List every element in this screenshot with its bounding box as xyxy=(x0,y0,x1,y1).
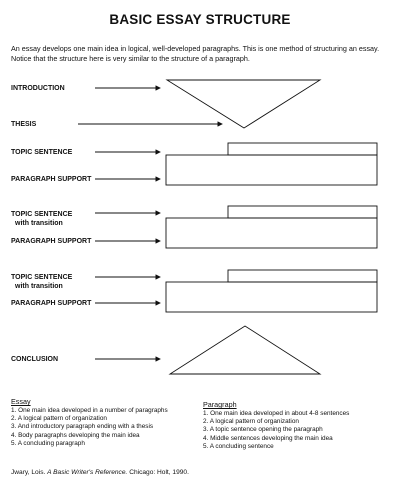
paragraph-list-heading: Paragraph xyxy=(203,400,237,409)
citation-book-title: A Basic Writer's Reference. xyxy=(47,469,128,476)
label-topic-sentence-2-text: TOPIC SENTENCE xyxy=(11,211,73,218)
paragraph-list xyxy=(203,410,393,451)
citation-publisher: Chicago: Holt, 1990. xyxy=(129,469,189,476)
label-paragraph-support-1: PARAGRAPH SUPPORT xyxy=(11,176,92,183)
label-topic-sentence-1: TOPIC SENTENCE xyxy=(11,149,73,156)
label-topic-sentence-3-text: TOPIC SENTENCE xyxy=(11,274,73,281)
page-title: BASIC ESSAY STRUCTURE xyxy=(109,12,291,27)
label-paragraph-support-3: PARAGRAPH SUPPORT xyxy=(11,300,92,307)
list-item: 2. A logical pattern of organization xyxy=(11,415,107,423)
label-with-transition-2: with transition xyxy=(15,220,63,227)
list-item: 4. Body paragraphs developing the main idea xyxy=(11,431,140,439)
label-paragraph-support-2: PARAGRAPH SUPPORT xyxy=(11,238,92,245)
label-conclusion: CONCLUSION xyxy=(11,356,59,363)
list-item: 1. One main idea developed in about 4-8 sentences xyxy=(203,410,350,417)
essay-list-heading: Essay xyxy=(11,397,31,406)
introduction-inverted-triangle xyxy=(167,80,320,128)
paragraph-support-box-2 xyxy=(166,218,377,248)
label-topic-sentence-2 xyxy=(11,210,72,228)
list-item: 3. A topic sentence opening the paragraph xyxy=(203,426,323,434)
label-introduction: INTRODUCTION xyxy=(11,85,65,92)
paragraph-support-box-3 xyxy=(166,282,377,312)
label-with-transition-3: with transition xyxy=(15,283,63,290)
topic-sentence-box-1 xyxy=(228,143,377,155)
label-topic-sentence-3 xyxy=(11,273,72,291)
topic-sentence-box-2 xyxy=(228,206,377,218)
list-item: 3. And introductory paragraph ending with a thesis xyxy=(11,423,154,431)
intro-paragraph: An essay develops one main idea in logical, well-developed paragraphs. This is one method of structuring an essay. Notice that the structure here is very similar to the structure of a paragraph. xyxy=(11,44,380,63)
conclusion-triangle xyxy=(170,326,320,374)
list-item: 4. Middle sentences developing the main idea xyxy=(203,434,333,442)
citation-author: Jwary, Lois. xyxy=(11,469,46,476)
essay-list xyxy=(11,407,201,448)
list-item: 1. One main idea developed in a number of paragraphs xyxy=(11,407,168,414)
label-thesis: THESIS xyxy=(11,121,37,128)
topic-sentence-box-3 xyxy=(228,270,377,282)
list-item: 2. A logical pattern of organization xyxy=(203,418,299,426)
list-item: 5. A concluding paragraph xyxy=(11,439,85,447)
citation xyxy=(11,469,189,476)
paragraph-support-box-1 xyxy=(166,155,377,185)
list-item: 5. A concluding sentence xyxy=(203,442,274,450)
